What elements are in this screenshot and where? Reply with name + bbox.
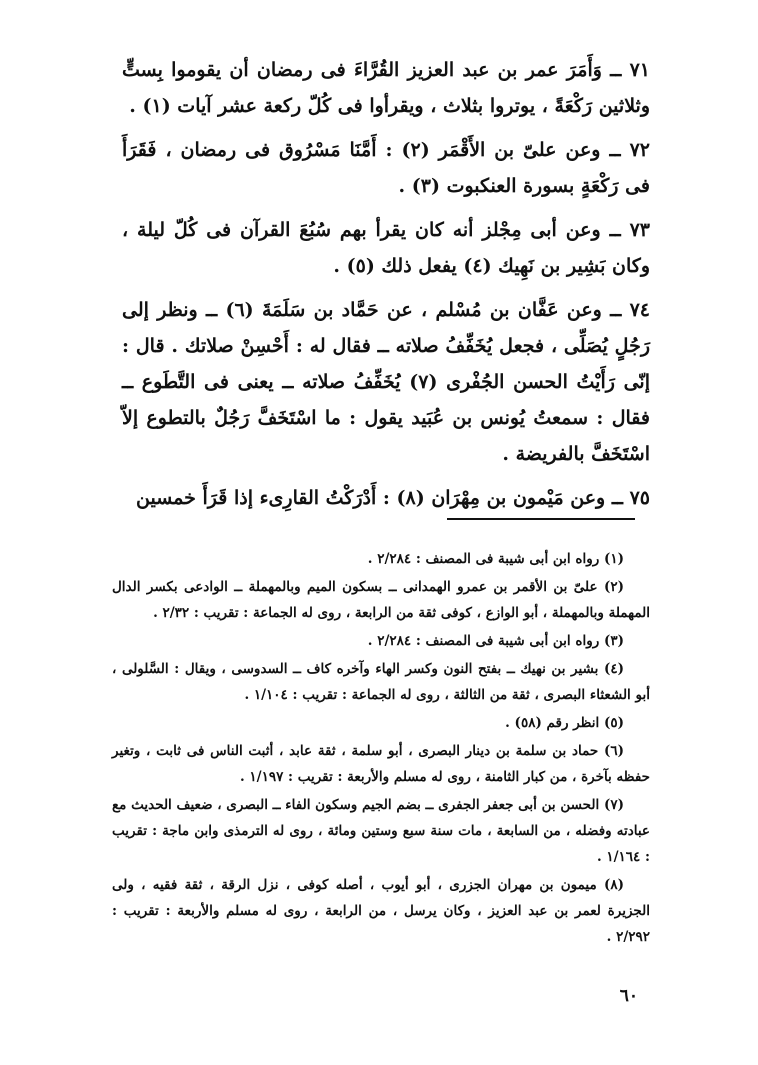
footnote-5: (٥) انظر رقم (٥٨) . bbox=[505, 715, 624, 731]
paragraph-72: ٧٢ ــ وعن علىّ بن الأَقْمَر (٢) : أَمَّنَا مَسْرُوق فى رمضان ، فَقَرَأَ فى رَكْعَةٍ بسورة العنكبوت (٣) . bbox=[122, 139, 650, 197]
footnote-1: (١) رواه ابن أبى شيبة فى المصنف : ٢/٢٨٤ . bbox=[367, 551, 624, 567]
footnote-3: (٣) رواه ابن أبى شيبة فى المصنف : ٢/٢٨٤ . bbox=[367, 633, 624, 649]
paragraph-74: ٧٤ ــ وعن عَفَّان بن مُسْلم ، عن حَمَّاد بن سَلَمَةَ (٦) ــ ونظر إلى رَجُلٍ يُصَلِّى ، فجعل يُخَفِّفُ صلاته ــ فقال له : أَحْسِنْ صلاتك . قال : إنّى رَأَيْتُ الحسن الجُفْرى (٧) يُخَفِّفُ صلاته ــ يعنى فى التَّطَوع ــ فقال : سمعتُ يُونس بن عُبَيد يقول : ما اسْتَخَفَّ رَجُلٌ بالتطوع إلاّ اسْتَخَفَّ بالفريضة . bbox=[122, 299, 651, 465]
footnote-6: (٦) حماد بن سلمة بن دينار البصرى ، أبو سلمة ، ثقة عابد ، أثبت الناس فى ثابت ، وتغير حفظه بآخرة ، من كبار الثامنة ، روى له مسلم والأربعة : تقريب : ١/١٩٧ . bbox=[112, 743, 650, 785]
footnote-divider bbox=[447, 518, 635, 520]
footnote-4: (٤) بشير بن نهيك ــ بفتح النون وكسر الهاء وآخره كاف ــ السدوسى ، ويقال : السَّلولى ، أبو الشعثاء البصرى ، ثقة من الثالثة ، روى له الجماعة : تقريب : ١/١٠٤ . bbox=[112, 661, 650, 703]
footnote-7: (٧) الحسن بن أبى جعفر الجفرى ــ بضم الجيم وسكون الفاء ــ البصرى ، ضعيف الحديث مع عبادته وفضله ، من السابعة ، مات سنة سبع وستين ومائة ، روى له الترمذى وابن ماجة : تقريب : ١/١٦٤ . bbox=[112, 797, 650, 865]
footnotes bbox=[112, 546, 650, 952]
main-text bbox=[122, 52, 650, 524]
paragraph-73: ٧٣ ــ وعن أبى مِجْلز أنه كان يقرأ بهم سُبُعَ القرآن فى كُلّ ليلة ، وكان بَشِير بن نَهِيك (٤) يفعل ذلك (٥) . bbox=[122, 219, 650, 277]
footnote-8: (٨) ميمون بن مهران الجزرى ، أبو أيوب ، أصله كوفى ، نزل الرقة ، ثقة فقيه ، ولى الجزيرة لعمر بن عبد العزيز ، وكان يرسل ، من الرابعة ، روى له مسلم والأربعة : تقريب : ٢/٢٩٢ . bbox=[112, 877, 650, 945]
page-number: ٦٠ bbox=[619, 986, 638, 1006]
paragraph-71: ٧١ ــ وَأَمَرَ عمر بن عبد العزيز القُرَّاءَ فى رمضان أن يقوموا بِستٍّ وثلاثين رَكْعَةً ، يوتروا بثلاث ، ويقرأوا فى كُلّ ركعة عشر آيات (١) . bbox=[122, 59, 650, 117]
paragraph-75: ٧٥ ــ وعن مَيْمون بن مِهْرَان (٨) : أَدْرَكْتُ القارِىء إذا قَرَأَ خمسين bbox=[136, 487, 650, 509]
footnote-2: (٢) علىّ بن الأقمر بن عمرو الهمدانى ــ بسكون الميم وبالمهملة ــ الوادعى بكسر الدال المهملة وبالمهملة ، أبو الوازع ، كوفى ثقة من الرابعة ، روى له الجماعة : تقريب : ٢/٣٢ . bbox=[112, 579, 650, 621]
